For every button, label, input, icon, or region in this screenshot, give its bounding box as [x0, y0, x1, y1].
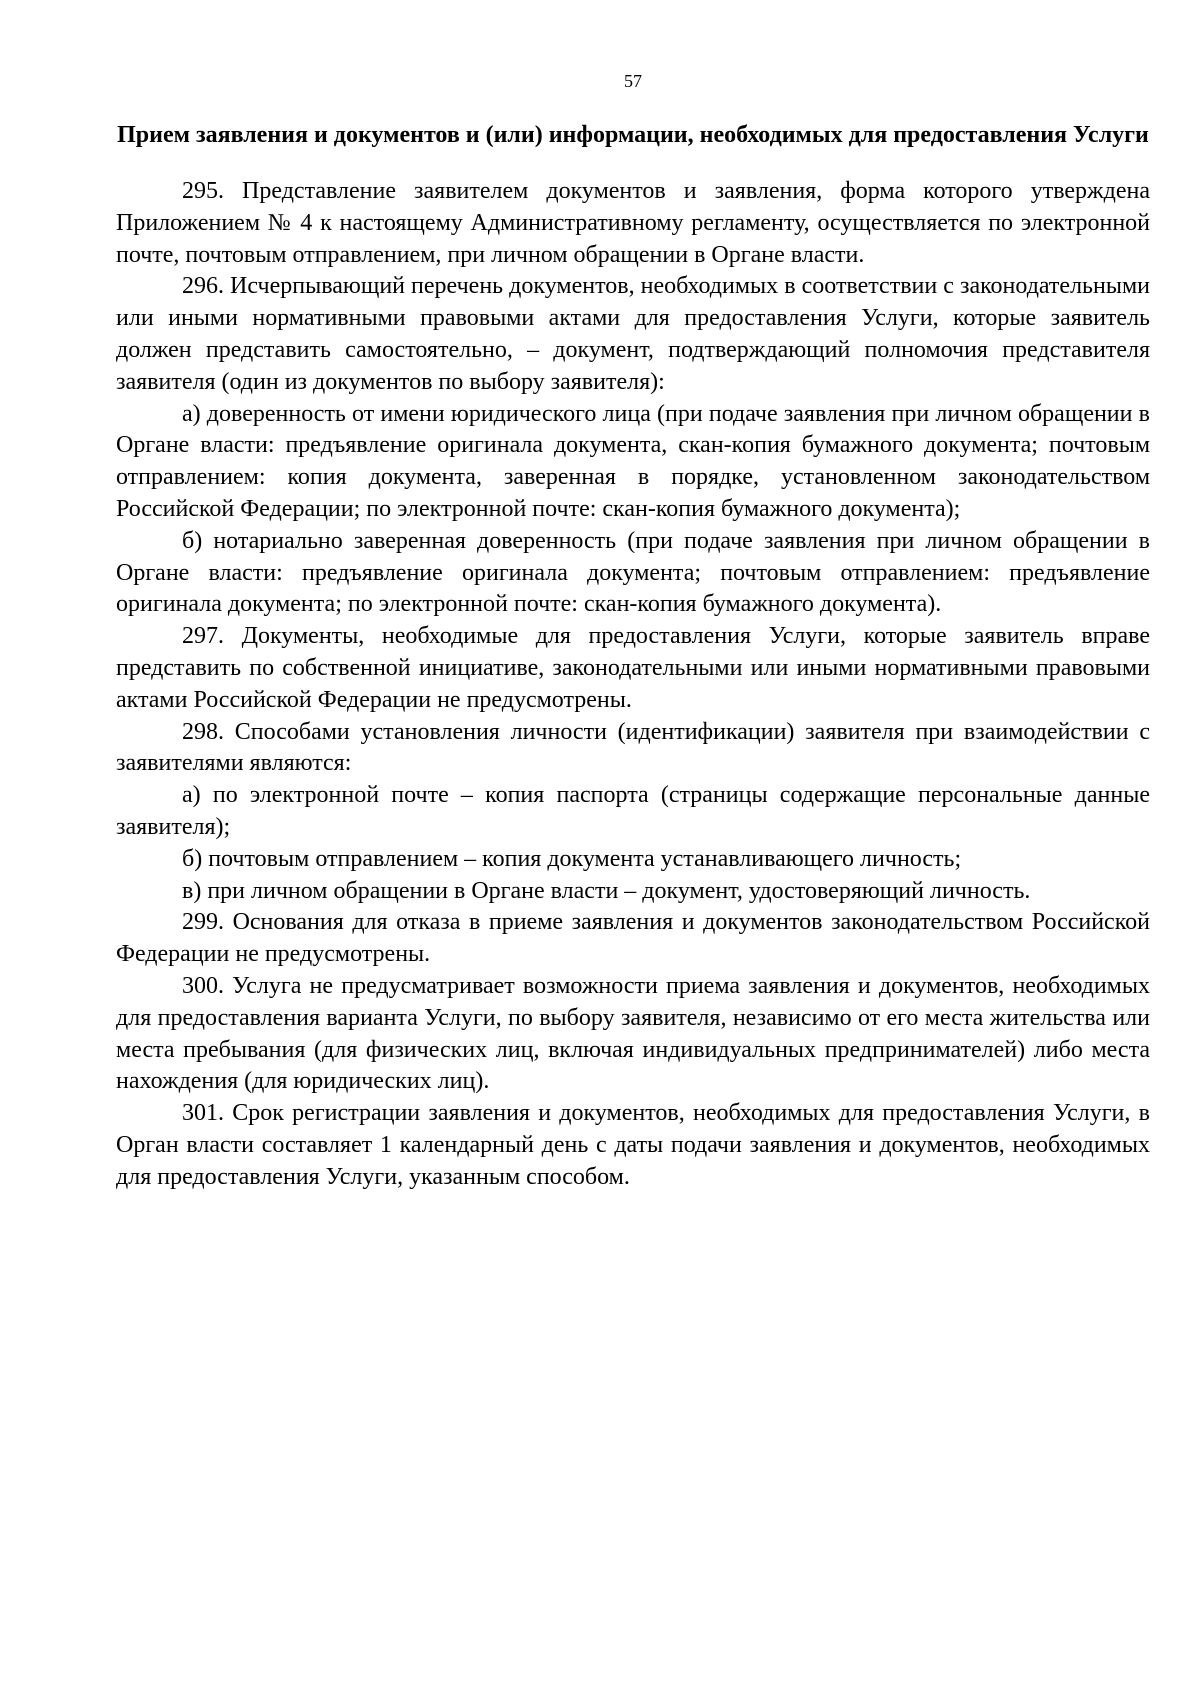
- paragraph-301: 301. Срок регистрации заявления и документов, необходимых для предоставления Услуги, в Орган власти составляет 1 календарный день с даты подачи заявления и документов, необходимых для предоставления Услуги, указанным способом.: [116, 1100, 1150, 1190]
- paragraph-296: 296. Исчерпывающий перечень документов, необходимых в соответствии с законодательными или иными нормативными правовыми актами для предоставления Услуги, которые заявитель должен представить самостоятельно, – документ, подтверждающий полномочия представителя заявителя (один из документов по выбору заявителя):: [116, 273, 1150, 395]
- section-heading: Прием заявления и документов и (или) информации, необходимых для предоставления Услуги: [117, 122, 1149, 148]
- paragraph-298-item-b: б) почтовым отправлением – копия документа устанавливающего личность;: [182, 845, 962, 872]
- paragraph-298-item-a: а) по электронной почте – копия паспорта (страницы содержащие персональные данные заявителя);: [116, 782, 1150, 840]
- paragraph-296-item-b: б) нотариально заверенная доверенность (при подаче заявления при личном обращении в Органе власти: предъявление оригинала документа; почтовым отправлением: предъявление оригинала документа; по электронной почте: скан-копия бумажного документа).: [116, 527, 1150, 618]
- paragraph-300: 300. Услуга не предусматривает возможности приема заявления и документов, необходимых для предоставления варианта Услуги, по выбору заявителя, независимо от его места жительства или места пребывания (для физических лиц, включая индивидуальных предпринимателей) либо места нахождения (для юридических лиц).: [116, 972, 1150, 1095]
- paragraph-296-item-a: а) доверенность от имени юридического лица (при подаче заявления при личном обращении в Органе власти: предъявление оригинала документа, скан-копия бумажного документа; почтовым отправлением: копия документа, заверенная в порядке, установленном законодательством Российской Федерации; по электронной почте: скан-копия бумажного документа);: [116, 400, 1150, 522]
- paragraph-298: 298. Способами установления личности (идентификации) заявителя при взаимодействии с заявителями являются:: [116, 718, 1150, 777]
- page-number: 57: [624, 71, 642, 91]
- document-page: [116, 70, 1150, 1194]
- paragraph-298-item-v: в) при личном обращении в Органе власти – документ, удостоверяющий личность.: [182, 877, 1031, 904]
- paragraph-297: 297. Документы, необходимые для предоставления Услуги, которые заявитель вправе представить по собственной инициативе, законодательными или иными нормативными правовыми актами Российской Федерации не предусмотрены.: [116, 623, 1150, 713]
- paragraph-295: 295. Представление заявителем документов и заявления, форма которого утверждена Приложением № 4 к настоящему Административному регламенту, осуществляется по электронной почте, почтовым отправлением, при личном обращении в Органе власти.: [116, 178, 1150, 268]
- paragraph-299: 299. Основания для отказа в приеме заявления и документов законодательством Российской Федерации не предусмотрены.: [116, 909, 1150, 968]
